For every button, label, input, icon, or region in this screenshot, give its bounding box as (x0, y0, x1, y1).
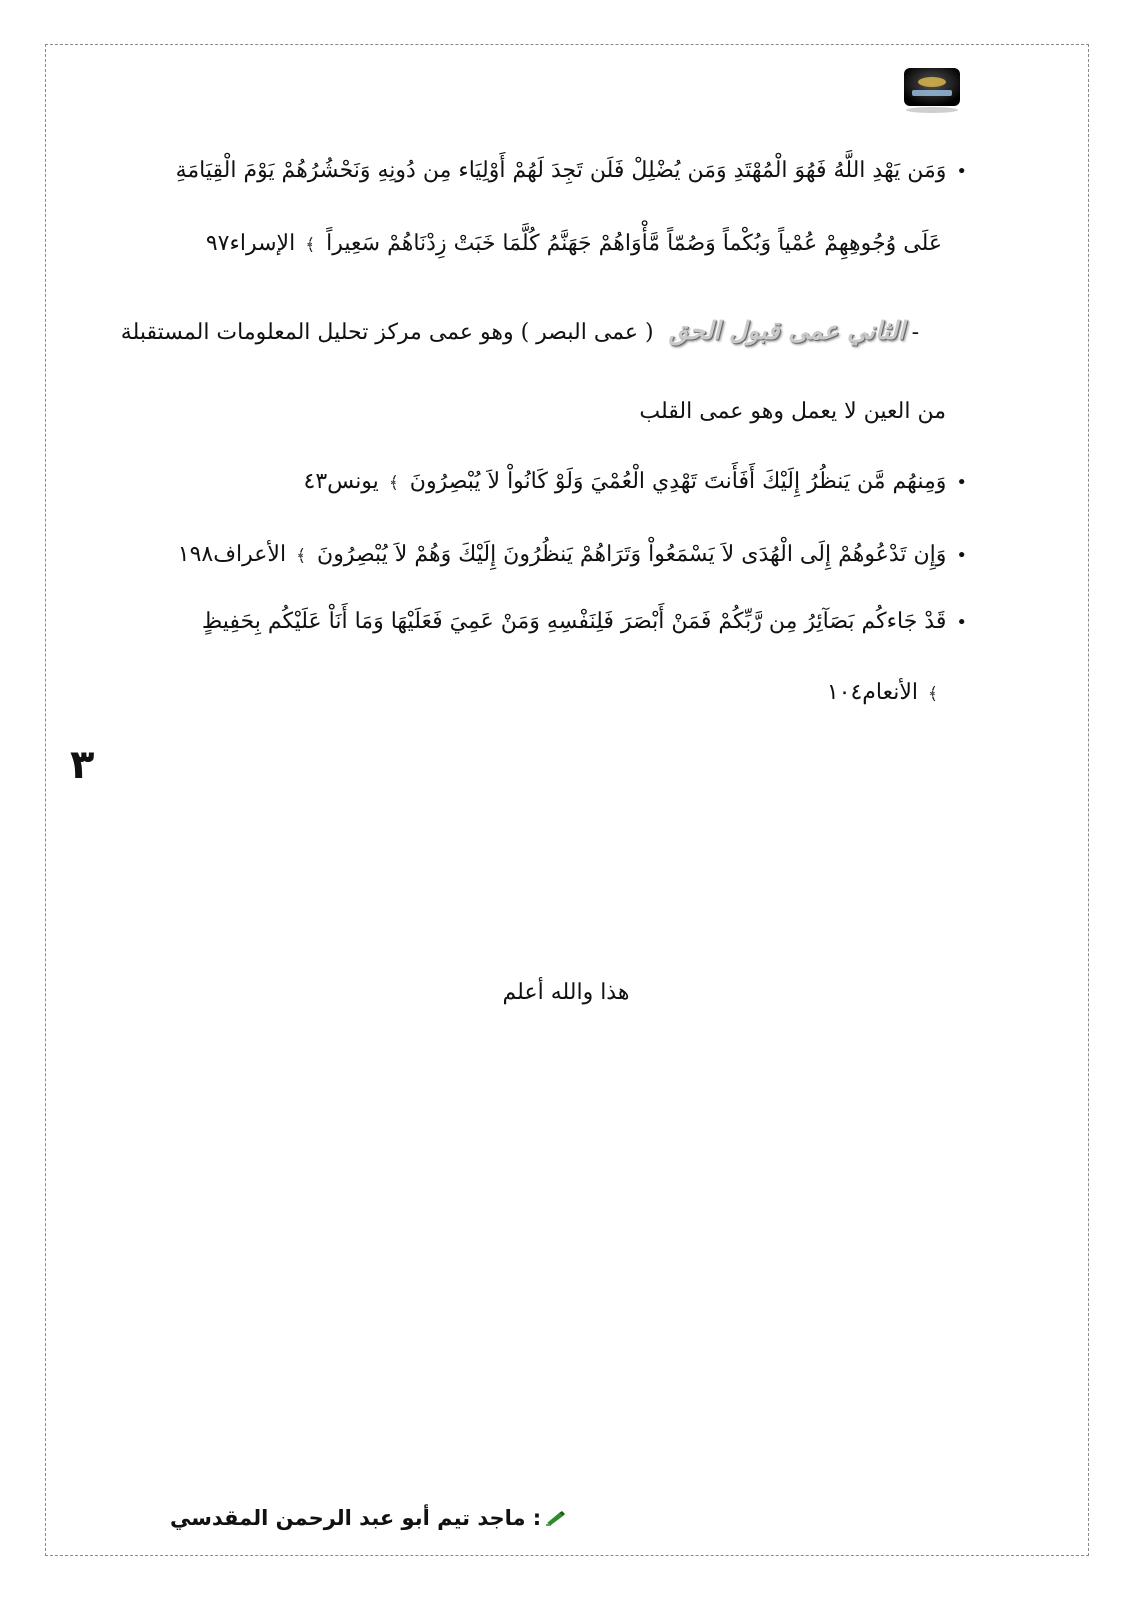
bullet: • (956, 612, 967, 633)
verse-reference: الإسراء٩٧ (205, 231, 296, 256)
verse-line (176, 156, 967, 187)
verse-text: وَمَن يَهْدِ اللَّهُ فَهُوَ الْمُهْتَدِ وَمَن يُضْلِلْ فَلَن تَجِدَ لَهُمْ أَوْلِيَاء مِن دُونِهِ وَنَحْشُرُهُمْ يَوْمَ الْقِيَامَةِ (175, 158, 947, 183)
verse-reference: الأعراف١٩٨ (177, 542, 287, 567)
bullet: • (956, 545, 967, 566)
verse-bracket-icon: ﴾ (296, 546, 307, 566)
closing-text: هذا والله أعلم (502, 980, 630, 1005)
page-border (45, 44, 1089, 1556)
verse-line (827, 678, 942, 709)
verse-line (202, 607, 967, 638)
verse-reference: الأنعام١٠٤ (826, 680, 919, 705)
dash-prefix: - (911, 320, 919, 345)
page-number: ٣ (70, 742, 95, 788)
bullet: • (956, 472, 967, 493)
verse-text: وَإِن تَدْعُوهُمْ إِلَى الْهُدَى لاَ يَسْمَعُواْ وَتَرَاهُمْ يَنظُرُونَ إِلَيْكَ وَهُمْ لاَ يُبْصِرُونَ (317, 542, 947, 567)
body-line (639, 397, 946, 427)
author-signature (170, 1506, 567, 1531)
section-text: ( عمى البصر ) وهو عمى مركز تحليل المعلومات المستقبلة (120, 320, 654, 345)
bullet: • (956, 161, 967, 182)
section-line (121, 316, 919, 348)
verse-text: عَلَى وُجُوهِهِمْ عُمْياً وَبُكْماً وَصُمّاً مَّأْوَاهُمْ جَهَنَّمُ كُلَّمَا خَبَتْ زِدْنَاهُمْ سَعِيراً (326, 231, 942, 256)
site-logo-icon (902, 66, 962, 116)
pen-icon (545, 1507, 567, 1531)
verse-bracket-icon: ﴾ (388, 473, 399, 493)
verse-reference: يونس٤٣ (303, 469, 379, 494)
verse-text: وَمِنهُم مَّن يَنظُرُ إِلَيْكَ أَفَأَنتَ تَهْدِي الْعُمْيَ وَلَوْ كَانُواْ لاَ يُبْصِرُونَ (409, 469, 947, 494)
verse-bracket-icon: ﴾ (928, 684, 938, 704)
verse-line (304, 467, 968, 498)
verse-bracket-icon: ﴾ (305, 235, 316, 255)
verse-line (206, 229, 942, 260)
verse-line (178, 540, 967, 571)
verse-text: قَدْ جَاءكُم بَصَآئِرُ مِن رَّبِّكُمْ فَمَنْ أَبْصَرَ فَلِنَفْسِهِ وَمَنْ عَمِيَ فَعَلَيْهَا وَمَا أَنَاْ عَلَيْكُم بِحَفِيظٍ (201, 609, 947, 634)
section-heading: الثاني عمى قبول الحق (668, 316, 905, 345)
author-name: : ماجد تيم أبو عبد الرحمن المقدسي (170, 1506, 542, 1530)
body-text: من العين لا يعمل وهو عمى القلب (639, 399, 946, 424)
